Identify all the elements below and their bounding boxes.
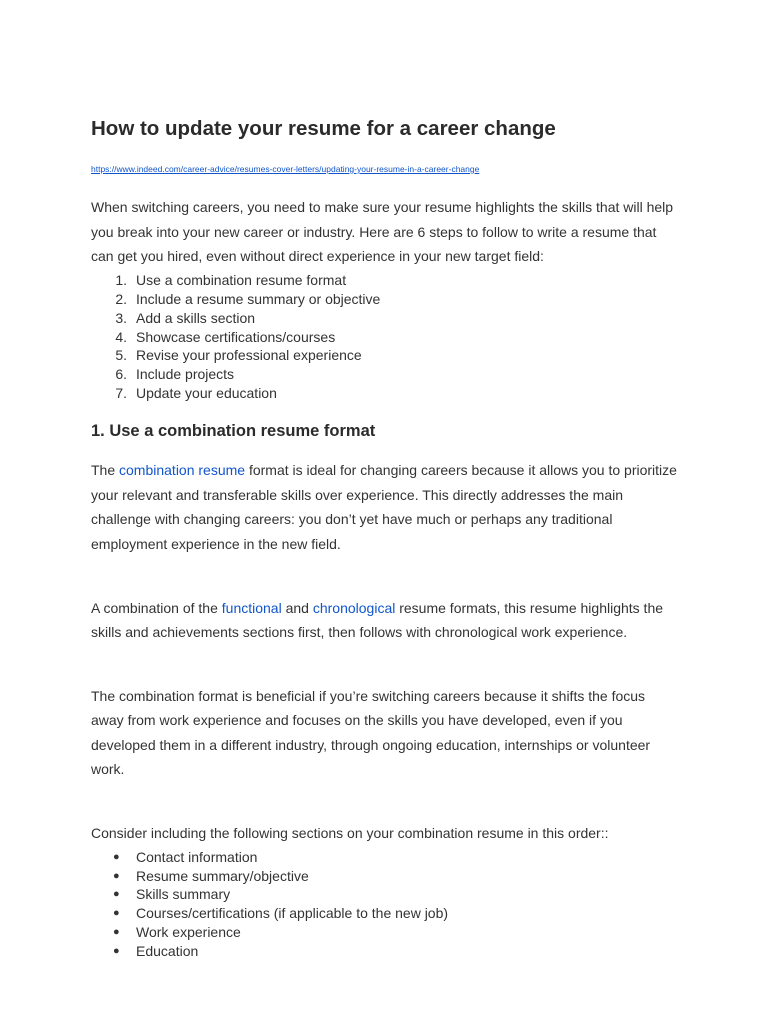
list-item (91, 942, 681, 961)
list-item (91, 867, 681, 886)
list-item-text: Showcase certifications/courses (136, 328, 336, 345)
source-url-link[interactable]: https://www.indeed.com/career-advice/resumes-cover-letters/updating-your-resume-in-a-career-change (91, 164, 480, 174)
list-item-text: Resume summary/objective (136, 867, 309, 884)
paragraph-text: A combination of the (91, 599, 222, 616)
list-item (91, 904, 681, 923)
steps-list (91, 271, 681, 403)
list-item-text: Update your education (136, 385, 277, 402)
paragraph-text: and (281, 599, 313, 616)
list-item (91, 309, 681, 328)
benefit-paragraph: The combination format is beneficial if you’re switching careers because it shifts the focus away from work experience and focuses on the skills you have developed, even if you developed them in a different industry, through ongoing education, internships or volunteer work. (91, 687, 651, 778)
combination-format-paragraph (91, 458, 681, 556)
bullet-icon: ● (113, 869, 120, 882)
document-content (91, 116, 681, 961)
functional-link[interactable]: functional (221, 599, 282, 616)
paragraph-text: format is ideal for changing careers because it allows you to prioritize your relevant and transferable skills over experience. This directly addresses the main challenge with changing careers: you don’t yet have much or perhaps any traditional employment experience in the new field. (91, 462, 677, 552)
list-item-text: Use a combination resume format (136, 271, 347, 288)
resume-sections-list (91, 848, 681, 961)
list-item-text: Contact information (136, 848, 258, 865)
intro-paragraph: When switching careers, you need to make sure your resume highlights the skills that will help you break into your new career or industry. Here are 6 steps to follow to write a resume that can get you hired, even without direct experience in your new target field: (91, 199, 674, 265)
bullet-icon: ● (113, 888, 120, 901)
list-item-text: Revise your professional experience (136, 347, 362, 364)
list-item (91, 848, 681, 867)
list-item-text: Skills summary (136, 886, 231, 903)
functional-chronological-paragraph (91, 596, 681, 645)
sections-intro-paragraph: Consider including the following sections on your combination resume in this order:: (91, 825, 609, 842)
list-item (91, 346, 681, 365)
list-number: 6. (115, 366, 127, 383)
list-item-text: Include a resume summary or objective (136, 290, 381, 307)
list-item-text: Include projects (136, 366, 235, 383)
chronological-link[interactable]: chronological (312, 599, 396, 616)
list-item (91, 290, 681, 309)
list-item-text: Courses/certifications (if applicable to the new job) (136, 905, 449, 922)
paragraph-text: resume formats, this resume highlights the skills and achievements sections first, then follows with chronological work experience. (91, 599, 664, 641)
list-item (91, 885, 681, 904)
list-number: 2. (115, 290, 127, 307)
bullet-icon: ● (113, 850, 120, 863)
list-number: 4. (115, 328, 127, 345)
list-number: 1. (115, 271, 127, 288)
list-item (91, 365, 681, 384)
bullet-icon: ● (113, 926, 120, 939)
list-item-text: Education (136, 943, 199, 960)
list-item (91, 923, 681, 942)
paragraph-text: The (91, 462, 120, 479)
list-item (91, 271, 681, 290)
page-title: How to update your resume for a career change (91, 117, 556, 140)
list-item (91, 384, 681, 403)
list-item-text: Work experience (136, 924, 241, 941)
section-heading: 1. Use a combination resume format (91, 422, 376, 441)
bullet-icon: ● (113, 907, 120, 920)
list-number: 7. (115, 385, 127, 402)
list-item (91, 328, 681, 347)
list-item-text: Add a skills section (136, 309, 256, 326)
bullet-icon: ● (113, 945, 120, 958)
combination-resume-link[interactable]: combination resume (119, 462, 246, 479)
list-number: 5. (115, 347, 127, 364)
list-number: 3. (115, 309, 127, 326)
